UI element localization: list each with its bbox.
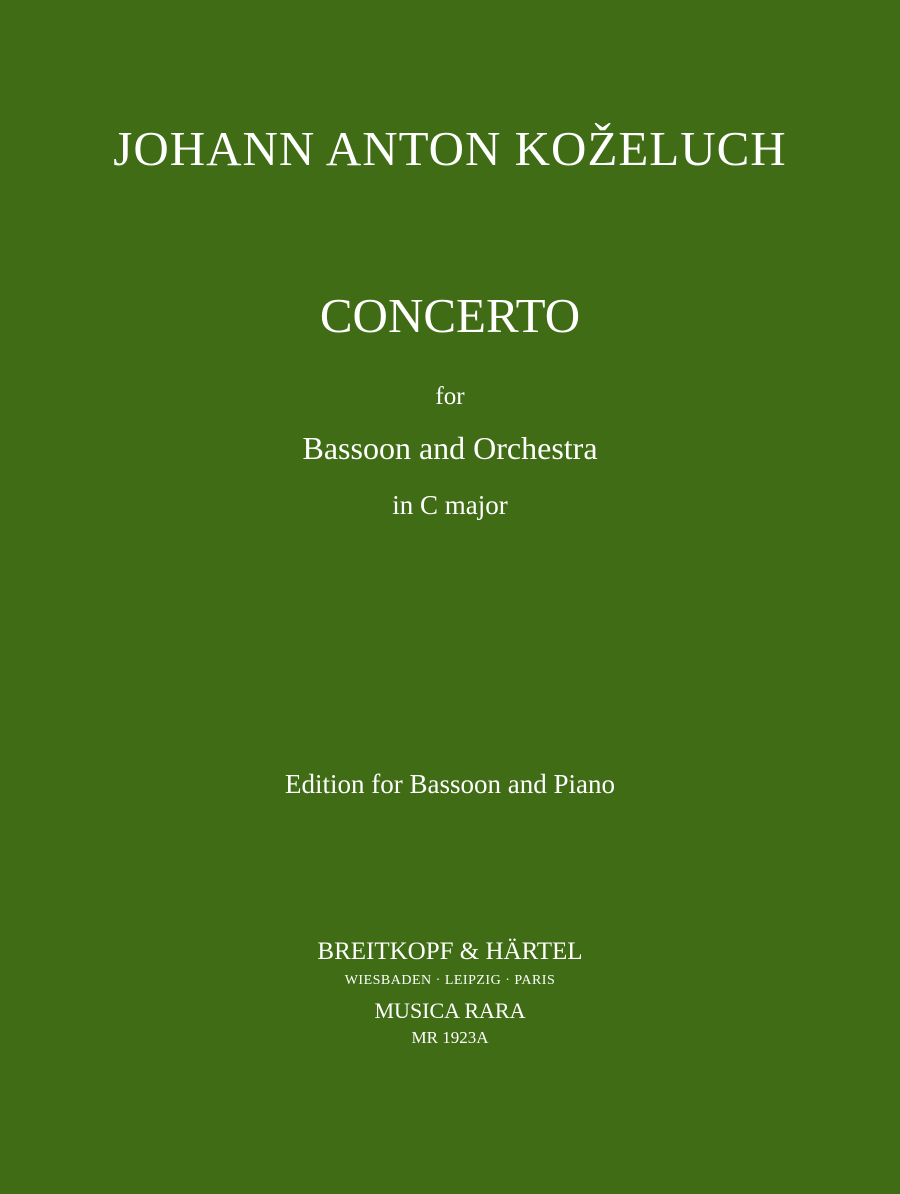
imprint-name: MUSICA RARA bbox=[374, 998, 526, 1023]
key-signature: in C major bbox=[392, 490, 508, 520]
edition-label: Edition for Bassoon and Piano bbox=[285, 769, 615, 799]
for-label: for bbox=[435, 383, 465, 410]
catalog-number: MR 1923A bbox=[411, 1028, 489, 1047]
publisher-cities: WIESBADEN · LEIPZIG · PARIS bbox=[344, 973, 556, 988]
instrumentation: Bassoon and Orchestra bbox=[302, 430, 598, 466]
work-title: CONCERTO bbox=[319, 288, 581, 343]
publisher-name: BREITKOPF & HÄRTEL bbox=[317, 938, 583, 965]
composer-name: JOHANN ANTON KOŽELUCH bbox=[113, 121, 787, 176]
